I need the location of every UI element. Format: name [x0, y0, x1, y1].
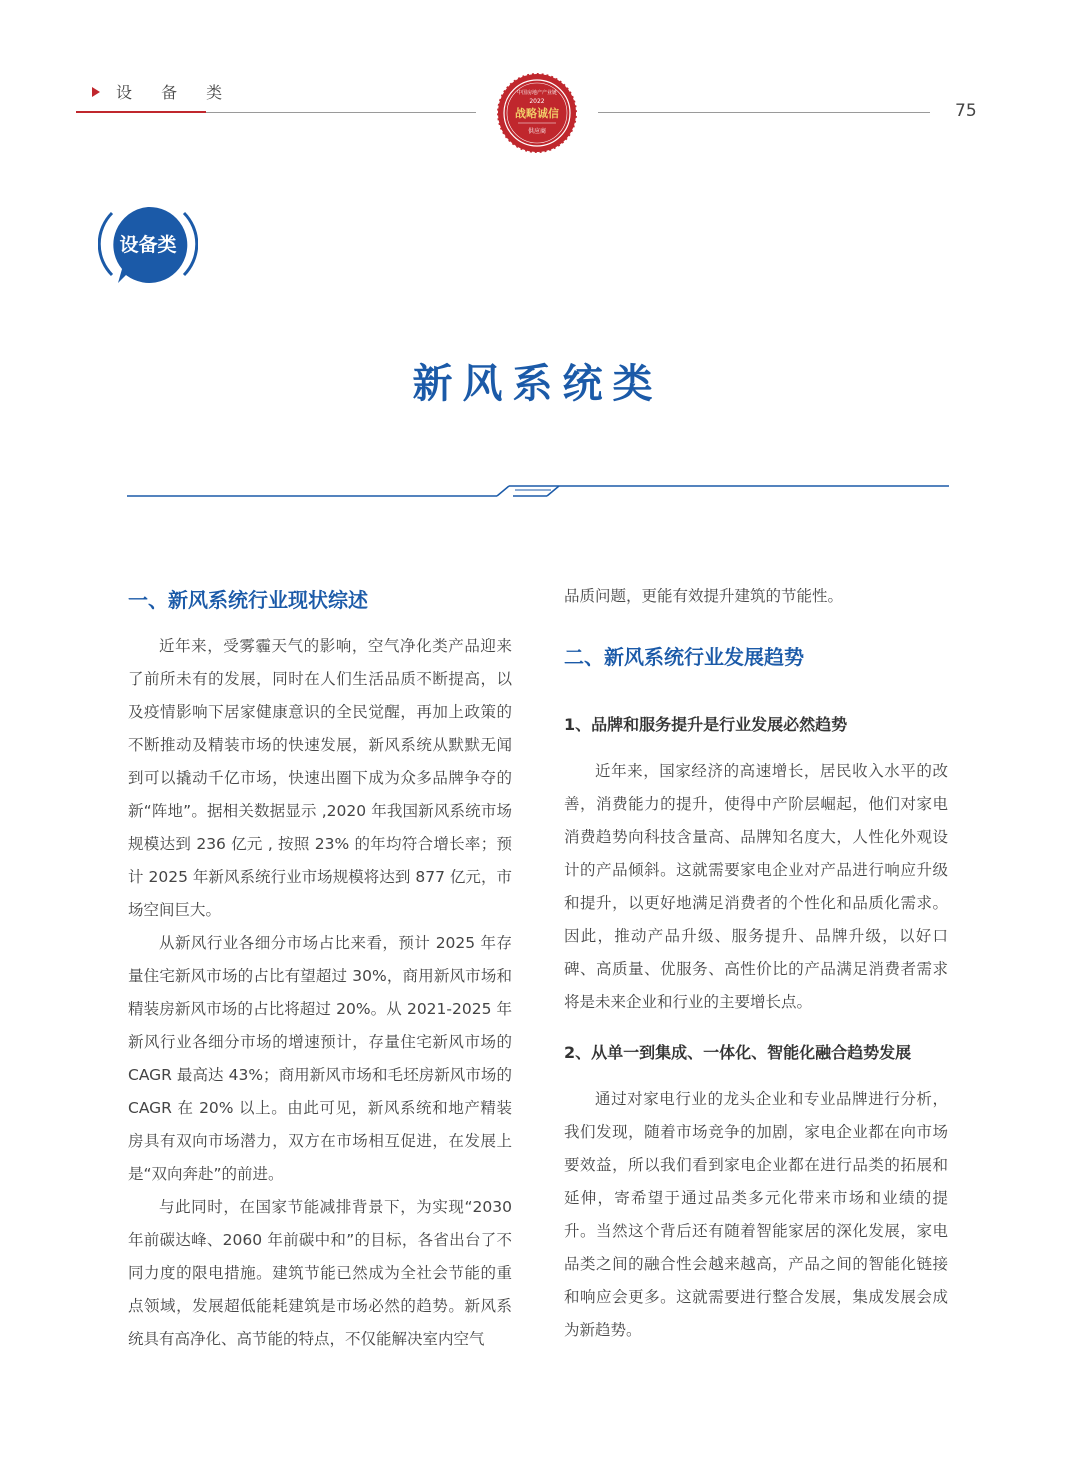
- category-label: 设 备 类: [116, 83, 235, 102]
- section-heading: 二、新风系统行业发展趋势: [564, 645, 804, 669]
- subsection-heading: 2、从单一到集成、一体化、智能化融合趋势发展: [564, 1043, 912, 1062]
- header-rule-left: [206, 112, 476, 113]
- paragraph: 从新风行业各细分市场占比来看，预计 2025 年存量住宅新风市场的占比有望超过 30%，商用新风市场和精装房新风市场的占比将超过 20%。从 2021-2025 年新风行业各细分市场的增速预计，存量住宅新风市场的 CAGR 最高达 43%；商用新风市场和毛坯房新风市场的 CAGR 在 20% 以上。由此可见，新风系统和地产精装房具有双向市场潜力，双方在市场相互促进，在发展上是“双向奔赴”的前进。: [128, 934, 512, 1183]
- left-column: [128, 570, 512, 1356]
- page-title: 新风系统类: [412, 361, 663, 407]
- header-red-rule: [76, 111, 206, 113]
- header-rule-right: [598, 112, 930, 113]
- subsection-heading: 1、品牌和服务提升是行业发展必然趋势: [564, 715, 848, 734]
- section-heading: 一、新风系统行业现状综述: [128, 588, 368, 612]
- seal-bottom-text: 供应商: [527, 128, 547, 135]
- title-divider: [127, 482, 949, 502]
- paragraph: 近年来，国家经济的高速增长，居民收入水平的改善，消费能力的提升，使得中产阶层崛起，他们对家电消费趋势向科技含量高、品牌知名度大，人性化外观设计的产品倾斜。这就需要家电企业对产品进行响应升级和提升，以更好地满足消费者的个性化和品质化需求。因此，推动产品升级、服务提升、品牌升级，以好口碑、高质量、优服务、高性价比的产品满足消费者需求将是未来企业和行业的主要增长点。: [564, 762, 948, 1011]
- strategic-integrity-seal: [496, 72, 578, 154]
- triangle-icon: [92, 87, 100, 97]
- paragraph: 通过对家电行业的龙头企业和专业品牌进行分析，我们发现，随着市场竞争的加剧，家电企业都在向市场要效益，所以我们看到家电企业都在进行品类的拓展和延伸，寄希望于通过品类多元化带来市场和业绩的提升。当然这个背后还有随着智能家居的深化发展，家电品类之间的融合性会越来越高，产品之间的智能化链接和响应会更多。这就需要进行整合发展，集成发展会成为新趋势。: [564, 1090, 948, 1339]
- seal-year: 2022: [529, 98, 545, 105]
- page-number: 75: [955, 101, 977, 121]
- seal-main-text: 战略诚信: [515, 107, 559, 120]
- seal-top-text: 中国房地产产业链: [516, 90, 558, 96]
- paragraph: 近年来，受雾霾天气的影响，空气净化类产品迎来了前所未有的发展，同时在人们生活品质不断提高，以及疫情影响下居家健康意识的全民觉醒，再加上政策的不断推动及精装市场的快速发展，新风系统从默默无闻到可以撬动千亿市场，快速出圈下成为众多品牌争夺的新“阵地”。据相关数据显示 ,2020 年我国新风系统市场规模达到 236 亿元 , 按照 23% 的年均符合增长率；预计 2025 年新风系统行业市场规模将达到 877 亿元，市场空间巨大。: [128, 637, 512, 919]
- badge-label: 设备类: [119, 234, 177, 256]
- paragraph-continuation: 品质问题，更能有效提升建筑的节能性。: [564, 587, 844, 605]
- paragraph: 与此同时，在国家节能减排背景下，为实现“2030 年前碳达峰、2060 年前碳中和”的目标，各省出台了不同力度的限电措施。建筑节能已然成为全社会节能的重点领域，发展超低能耗建筑是市场必然的趋势。新风系统具有高净化、高节能的特点，不仅能解决室内空气: [128, 1198, 512, 1348]
- header-category: [92, 80, 234, 103]
- right-column: [564, 580, 948, 1347]
